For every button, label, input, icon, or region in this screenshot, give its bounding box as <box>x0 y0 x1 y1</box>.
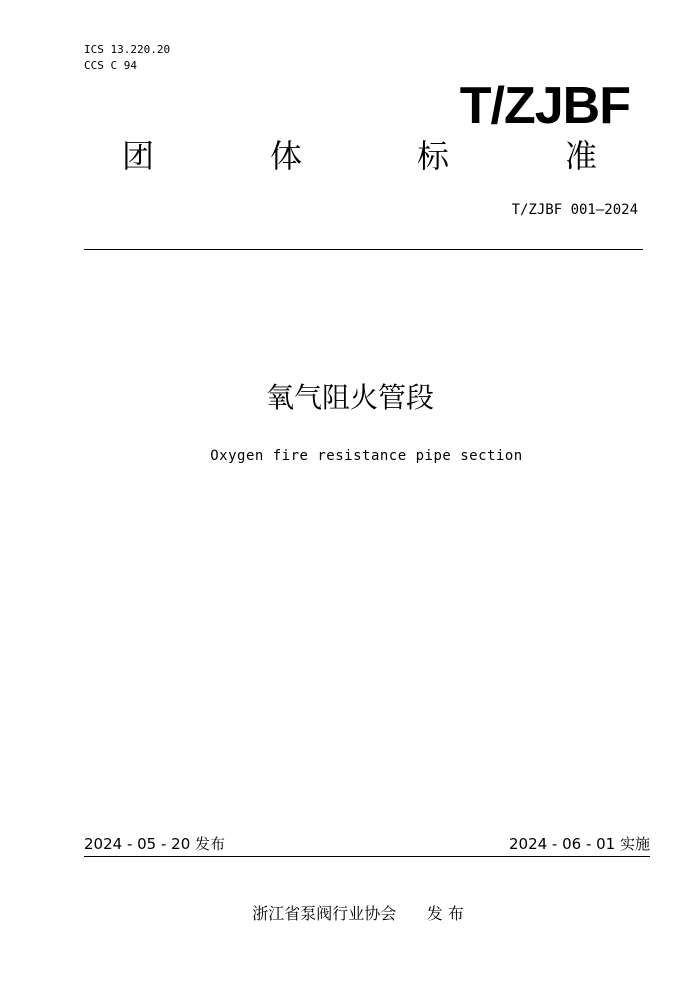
document-title-chinese: 氧气阻火管段 <box>265 381 434 414</box>
publisher-line: 浙江省泵阀行业协会 发 布 <box>252 904 464 923</box>
standard-number: T/ZJBF 001—2024 <box>511 202 638 218</box>
standard-type-char-4: 准 <box>565 137 598 175</box>
standard-type-char-3: 标 <box>417 137 450 175</box>
ccs-code: CCS C 94 <box>84 59 137 72</box>
standard-type-char-2: 体 <box>270 137 303 175</box>
implementation-date: 2024 - 06 - 01 实施 <box>508 835 650 853</box>
issue-date: 2024 - 05 - 20 发布 <box>84 835 226 853</box>
ics-code: ICS 13.220.20 <box>84 43 171 56</box>
footer-divider <box>84 856 650 857</box>
standard-brand-mark: T/ZJBF <box>459 77 630 135</box>
header-divider <box>84 249 643 250</box>
document-title-english: Oxygen fire resistance pipe section <box>210 448 523 464</box>
standard-type-char-1: 团 <box>122 137 155 175</box>
